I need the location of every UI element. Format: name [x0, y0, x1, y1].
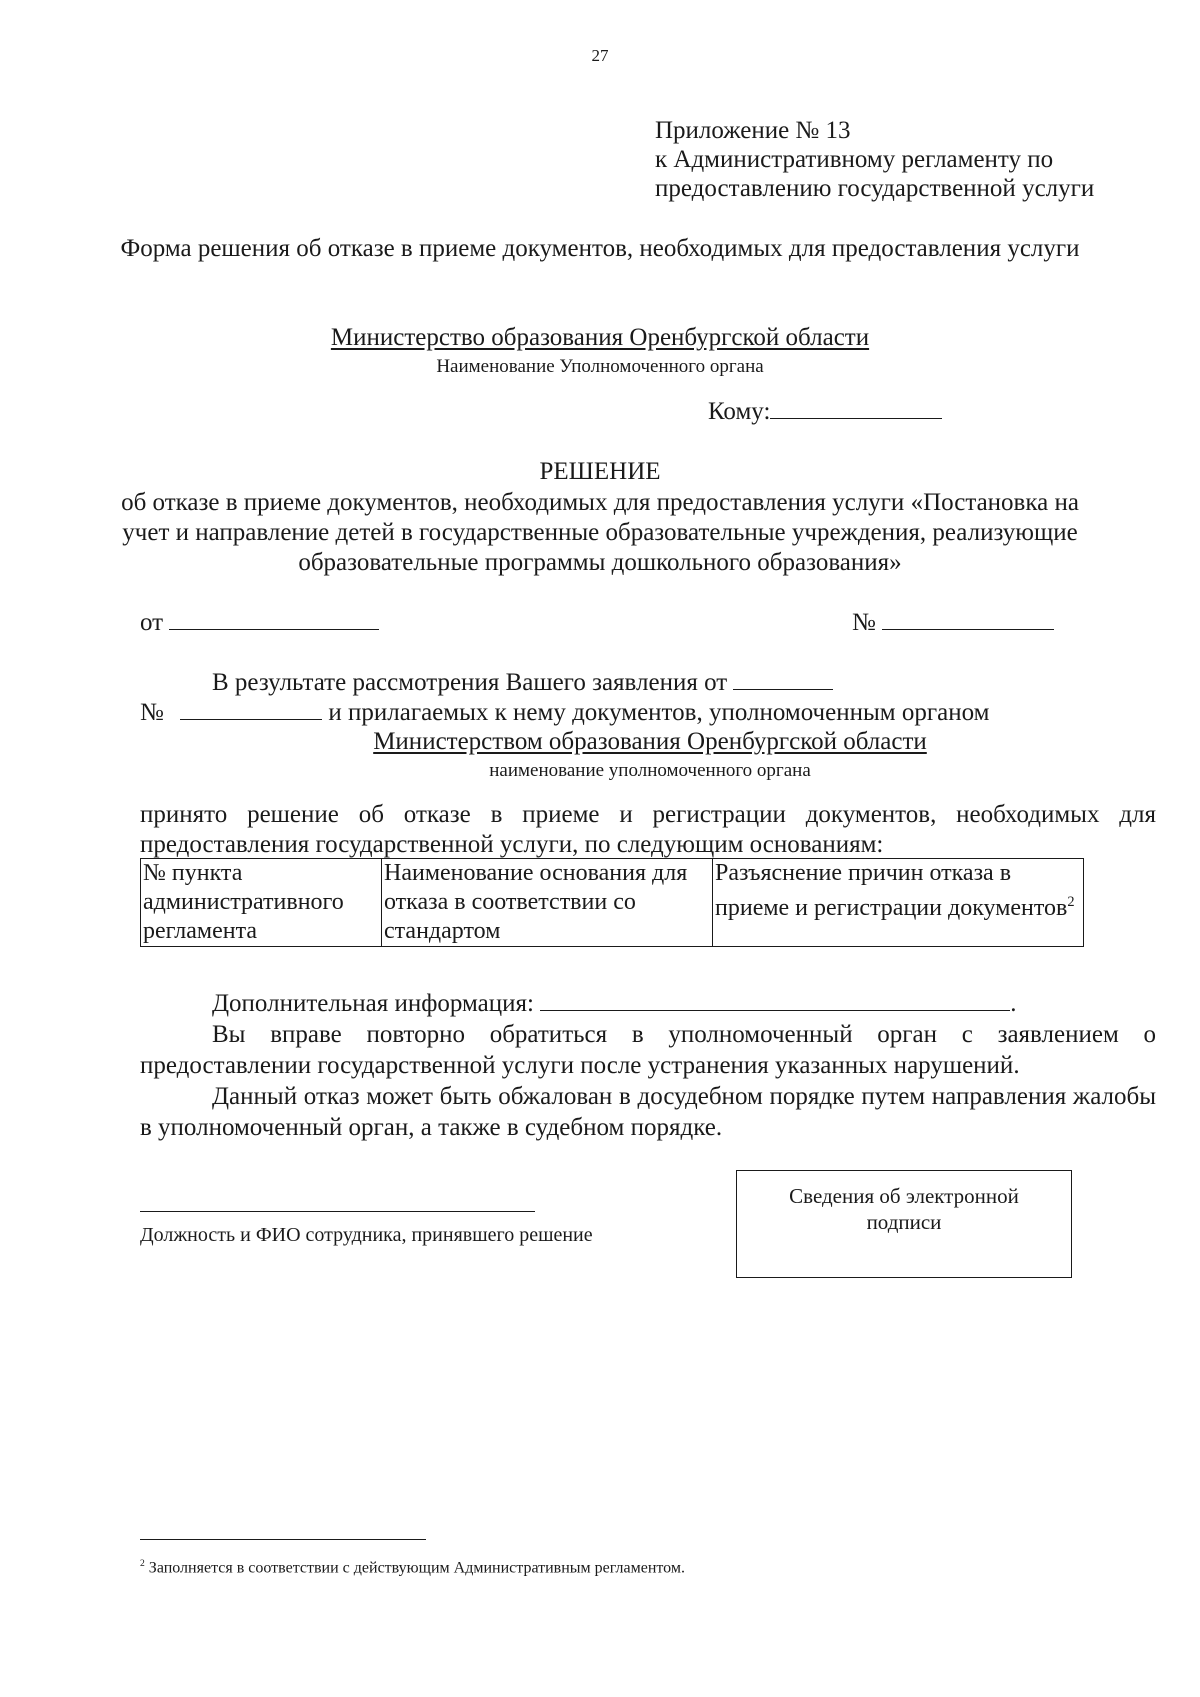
additional-section: [140, 988, 1156, 1143]
reasons-table: [140, 858, 1084, 947]
form-title: Форма решения об отказе в приеме документов, необходимых для предоставления услуги: [120, 235, 1080, 262]
application-number-label: №: [140, 699, 164, 726]
additional-info-end: .: [1010, 990, 1017, 1017]
date-label: от: [140, 609, 164, 636]
appendix-header: [655, 116, 1094, 203]
authority-caption: Наименование Уполномоченного органа: [436, 356, 764, 377]
signature-caption: Должность и ФИО сотрудника, принявшего решение: [140, 1224, 593, 1246]
review-text-start: В результате рассмотрения Вашего заявления от: [212, 669, 728, 696]
appeal-paragraph: Данный отказ может быть обжалован в досудебном порядке путем направления жалобы в уполномоченный орган, а также в судебном порядке.: [140, 1083, 1156, 1141]
footnote: [140, 1558, 685, 1577]
review-text-end: и прилагаемых к нему документов, уполномоченным органом: [328, 699, 990, 726]
appendix-line-3: предоставлению государственной услуги: [655, 175, 1095, 202]
authority-name: Министерство образования Оренбургской области: [330, 324, 870, 351]
review-paragraph: [140, 668, 989, 728]
footnote-number: 2: [140, 1558, 145, 1569]
reapply-paragraph: Вы вправе повторно обратиться в уполномоченный орган с заявлением о предоставлении государственной услуги после устранения указанных нарушений.: [140, 1021, 1156, 1079]
recipient-label: Кому:: [708, 398, 771, 425]
electronic-signature-label: Сведения об электронной подписи: [789, 1184, 1019, 1234]
authority-name-2: Министерством образования Оренбургской области: [373, 728, 927, 755]
additional-info-line: [140, 988, 1156, 1019]
additional-info-label: Дополнительная информация:: [212, 990, 534, 1017]
decision-paragraph: принято решение об отказе в приеме и регистрации документов, необходимых для предоставления государственной услуги, по следующим основаниям:: [140, 801, 1156, 858]
number-label: №: [852, 609, 876, 636]
application-date-blank: [733, 689, 833, 690]
number-field: [852, 609, 1054, 637]
date-blank: [169, 629, 379, 630]
page-number: 27: [591, 46, 609, 65]
footnote-text: Заполняется в соответствии с действующим Административным регламентом.: [148, 1559, 685, 1577]
authority-caption-2: наименование уполномоченного органа: [489, 760, 811, 781]
table-header-row: [141, 859, 1084, 947]
date-field: [140, 609, 379, 637]
decision-subtitle-text: об отказе в приеме документов, необходимых для предоставления услуги «Постановка на учет и направление детей в государственные образовательные учреждения, реализующие образовательные программы дошкольного образования»: [121, 489, 1079, 576]
signature-line: [140, 1211, 535, 1212]
decision-subtitle: [0, 488, 1200, 578]
electronic-signature-box: [736, 1170, 1072, 1278]
appendix-line-1: Приложение № 13: [655, 117, 851, 144]
footnote-ref: 2: [1067, 894, 1075, 910]
header-cell-reason: Наименование основания для отказа в соответствии со стандартом: [382, 859, 713, 947]
header-cell-clause: № пункта административного регламента: [141, 859, 382, 947]
footnote-separator: [140, 1539, 426, 1540]
number-blank: [882, 629, 1054, 630]
recipient-blank: [770, 418, 942, 419]
header-cell-explanation-text: Разъяснение причин отказа в приеме и регистрации документов: [715, 860, 1068, 921]
recipient-field: [708, 398, 942, 426]
decision-heading: РЕШЕНИЕ: [539, 458, 661, 485]
application-number-blank: [180, 719, 322, 720]
additional-info-blank: [540, 1010, 1010, 1011]
header-cell-explanation: [713, 859, 1084, 947]
appendix-line-2: к Административному регламенту по: [655, 146, 1054, 173]
